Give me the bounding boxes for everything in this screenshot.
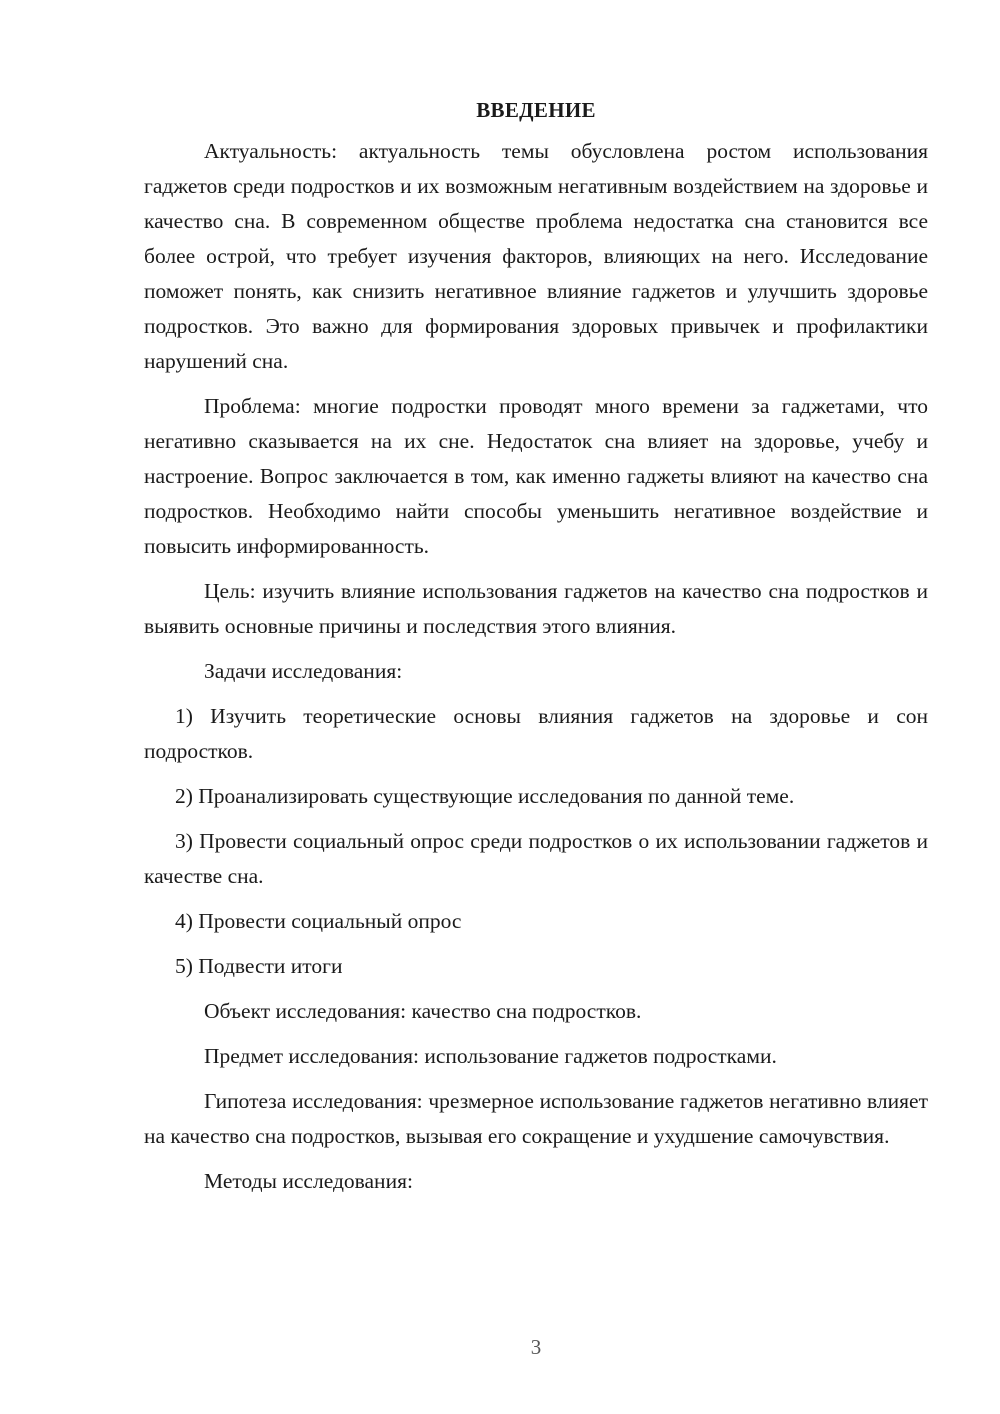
paragraph-goal: Цель: изучить влияние использования гаджетов на качество сна подростков и выявить основные причины и последствия этого влияния. (144, 579, 928, 638)
paragraph-problem: Проблема: многие подростки проводят много времени за гаджетами, что негативно сказывается на их сне. Недостаток сна влияет на здоровье, учебу и настроение. Вопрос заключается в том, как именно гаджеты влияют на качество сна подростков. Необходимо найти способы уменьшить негативное воздействие и повысить информированность. (144, 394, 928, 558)
section-title: ВВЕДЕНИЕ (476, 98, 596, 122)
paragraph-hypothesis: Гипотеза исследования: чрезмерное использование гаджетов негативно влияет на качество сна подростков, вызывая его сокращение и ухудшение самочувствия. (144, 1089, 928, 1148)
paragraph-methods: Методы исследования: (204, 1169, 413, 1193)
task-item-1: 1) Изучить теоретические основы влияния гаджетов на здоровье и сон подростков. (144, 704, 928, 763)
paragraph-subject: Предмет исследования: использование гаджетов подростками. (204, 1044, 777, 1068)
paragraph-object: Объект исследования: качество сна подростков. (204, 999, 642, 1023)
tasks-heading: Задачи исследования: (204, 659, 403, 683)
task-item-3: 3) Провести социальный опрос среди подростков о их использовании гаджетов и качестве сна. (144, 829, 928, 888)
task-item-2: 2) Проанализировать существующие исследования по данной теме. (175, 784, 795, 808)
task-item-5: 5) Подвести итоги (175, 954, 343, 978)
page-content (144, 93, 928, 1199)
task-item-4: 4) Провести социальный опрос (175, 909, 462, 933)
page-number: 3 (530, 1335, 542, 1359)
paragraph-relevance: Актуальность: актуальность темы обусловлена ростом использования гаджетов среди подростков и их возможным негативным воздействием на здоровье и качество сна. В современном обществе проблема недостатка сна становится все более острой, что требует изучения факторов, влияющих на него. Исследование поможет понять, как снизить негативное влияние гаджетов и улучшить здоровье подростков. Это важно для формирования здоровых привычек и профилактики нарушений сна. (144, 139, 928, 373)
